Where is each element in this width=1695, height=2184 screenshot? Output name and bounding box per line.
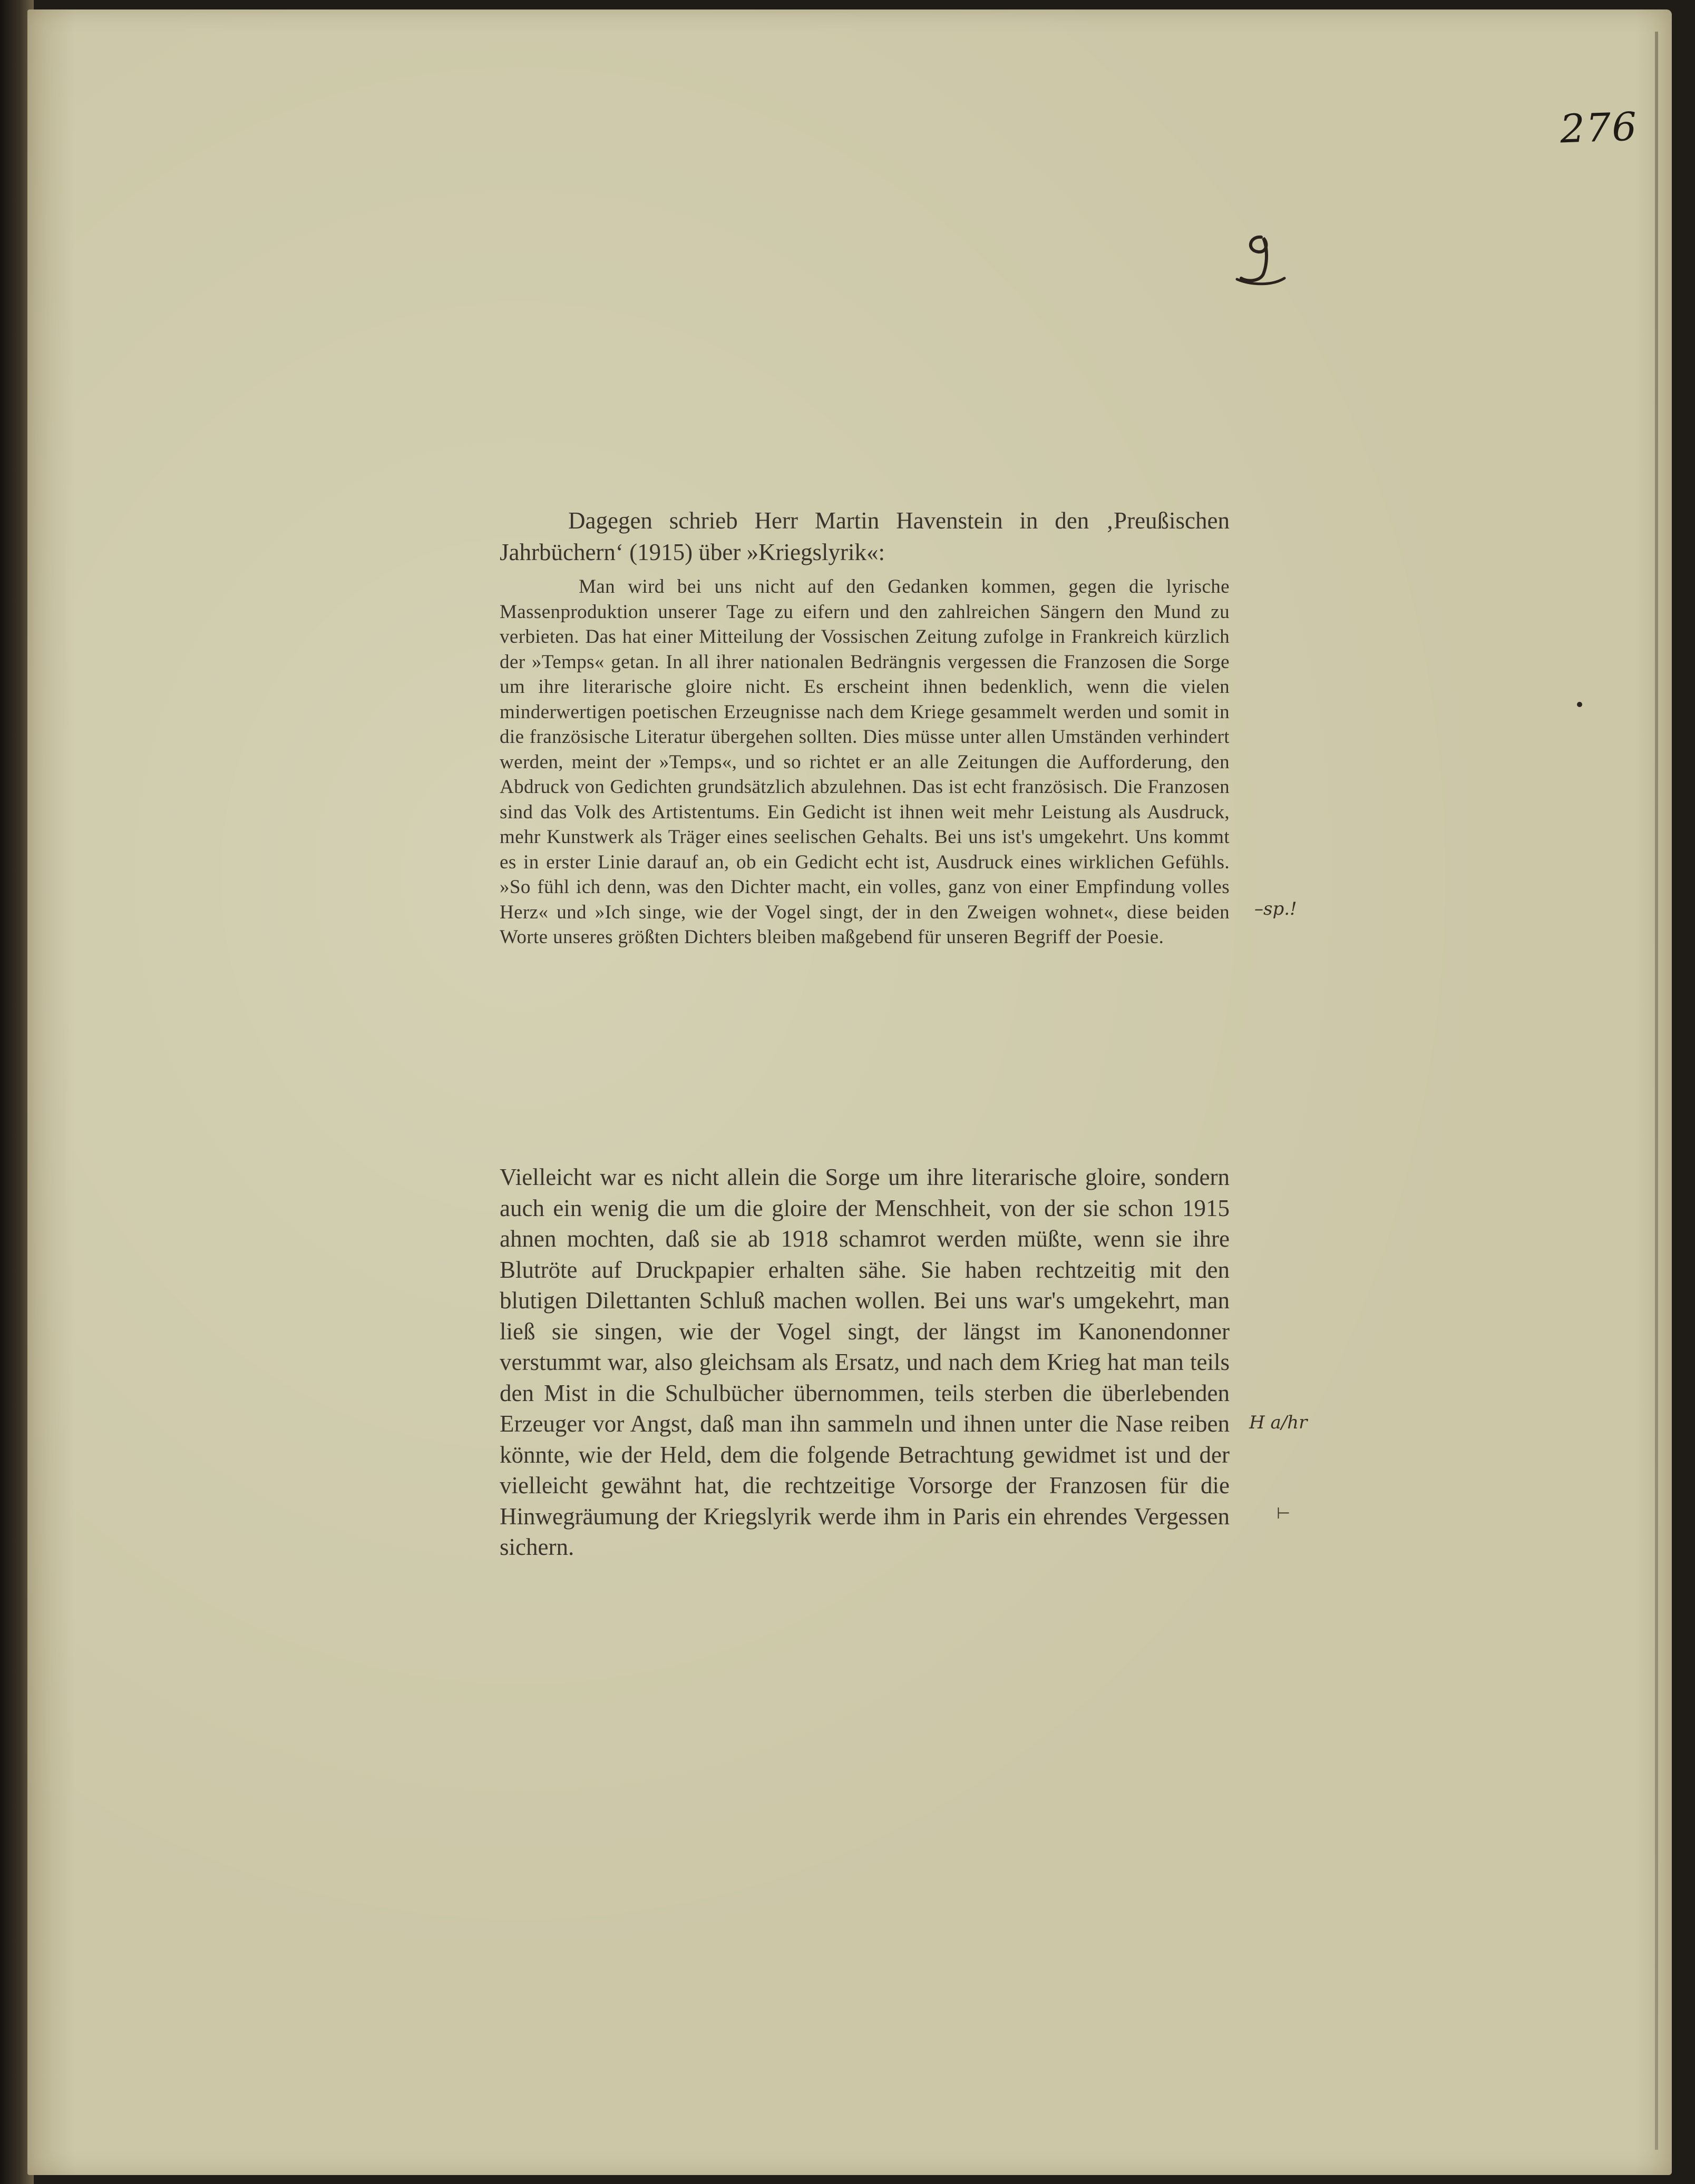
margin-note-sp: –sp.! bbox=[1254, 898, 1297, 919]
quoted-passage: Man wird bei uns nicht auf den Gedanken kommen, gegen die lyrische Massenproduktion unserer Tage zu eifern und den zahlreichen Sängern den Mund zu verbieten. Das hat einer Mitteilung der Vossischen Zeitung zufolge in Frankreich kürzlich der »Temps« getan. In all ihrer nationalen Bedrängnis vergessen die Franzosen die Sorge um ihre literarische gloire nicht. Es erscheint ihnen bedenklich, wenn die vielen minderwertigen poetischen Erzeugnisse nach dem Kriege gesammelt werden und somit in die französische Literatur übergehen sollten. Dies müsse unter allen Umständen verhindert werden, meint der »Temps«, und so richtet er an alle Zeitungen die Aufforderung, den Abdruck von Gedichten grundsätzlich abzulehnen. Das ist echt französisch. Die Franzosen sind das Volk des Artistentums. Ein Gedicht ist ihnen weit mehr Leistung als Ausdruck, mehr Kunstwerk als Träger eines seelischen Gehalts. Bei uns ist's umgekehrt. Uns kommt es in erster Linie darauf an, ob ein Gedicht echt ist, Ausdruck eines wirklichen Gefühls. »So fühl ich denn, was den Dichter macht, ein volles, ganz von einer Empfindung volles Herz« und »Ich singe, wie der Vogel singt, der in den Zweigen wohnet«, diese beiden Worte unseres größten Dichters bleiben maßgebend für unseren Begriff der Poesie. bbox=[500, 576, 1230, 948]
margin-tick-mark: ⊢ bbox=[1277, 1504, 1291, 1523]
intro-paragraph: Dagegen schrieb Herr Martin Havenstein in den ‚Preußischen Jahrbüchern‘ (1915) über »Kriegslyrik«: bbox=[500, 507, 1230, 565]
margin-note-h: H a/hr bbox=[1249, 1412, 1308, 1433]
closing-paragraph: Vielleicht war es nicht allein die Sorge um ihre literarische gloire, sondern auch ein wenig die um die gloire der Menschheit, von der sie schon 1915 ahnen mochten, daß sie ab 1918 schamrot werden müßte, wenn sie ihre Blutröte auf Druckpapier erhalten sähe. Sie haben rechtzeitig mit den blutigen Dilettanten Schluß machen wollen. Bei uns war's umgekehrt, man ließ sie singen, wie der Vogel singt, der längst im Kanonendonner verstummt war, also gleichsam als Ersatz, und nach dem Krieg hat man teils den Mist in die Schulbücher übernommen, teils sterben die überlebenden Erzeuger vor Angst, daß man ihn sammeln und ihnen unter die Nase reiben könnte, wie der Held, dem die folgende Betrachtung gewidmet ist und der vielleicht gewähnt hat, die rechtzeitige Vorsorge der Franzosen für die Hinwegräumung der Kriegslyrik werde ihm in Paris ein ehrendes Vergessen sichern. bbox=[500, 1164, 1230, 1560]
ink-dot bbox=[1577, 702, 1582, 707]
page-number: 276 bbox=[1559, 104, 1639, 152]
folio-mark-handwritten bbox=[1231, 227, 1289, 290]
paper-page bbox=[27, 9, 1672, 2175]
page-right-edge bbox=[1655, 32, 1658, 2150]
